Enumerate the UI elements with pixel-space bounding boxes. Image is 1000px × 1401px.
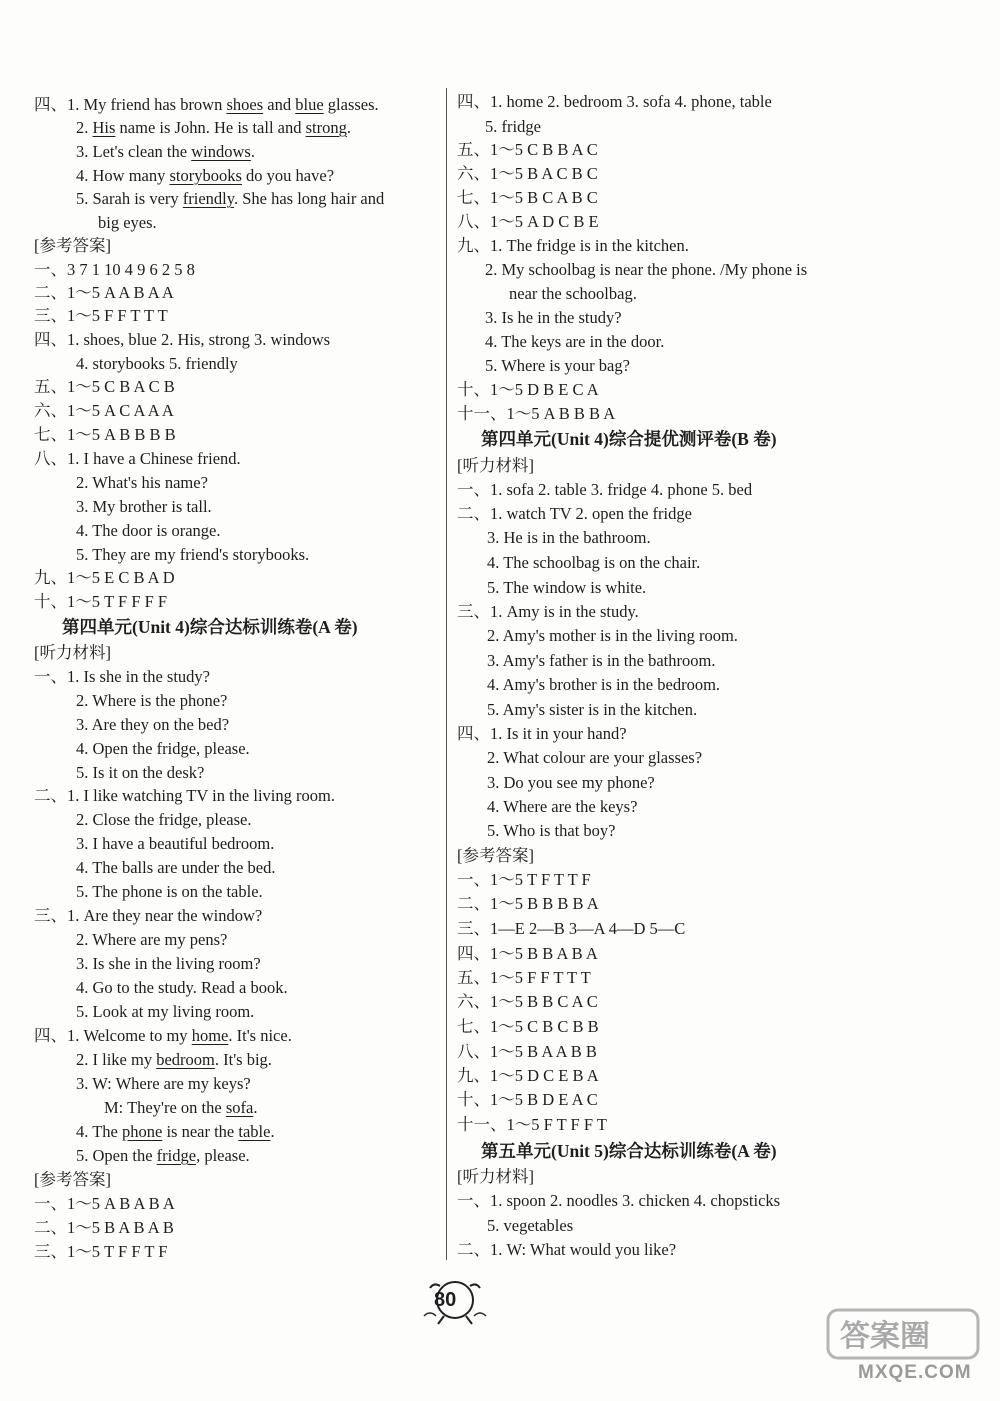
page-number: 80 <box>434 1289 457 1311</box>
answer-line: 九、1. The fridge is in the kitchen. <box>457 236 689 255</box>
answer-line: 十、1～5 T F F F F <box>34 592 168 611</box>
answer-line: 5. fridge <box>485 117 541 136</box>
listening-line: 一、1. spoon 2. noodles 3. chicken 4. chopsticks <box>457 1191 781 1210</box>
listening-fill-line: 四、1. Welcome to my home. It's nice. <box>34 1026 292 1045</box>
answer-line: 十一、1～5 F T F F T <box>457 1115 607 1134</box>
listening-line: 4. Open the fridge, please. <box>76 739 250 758</box>
answer-line: 四、1. home 2. bedroom 3. sofa 4. phone, table <box>457 92 772 111</box>
answer-key-heading: [参考答案] <box>457 846 534 865</box>
answer-line: 八、1～5 B A A B B <box>457 1042 597 1061</box>
section-title-unit4-a: 第四单元(Unit 4)综合达标训练卷(A 卷) <box>62 617 358 637</box>
answer-line: 5. They are my friend's storybooks. <box>76 545 310 564</box>
answer-line: 七、1～5 A B B B B <box>34 425 176 444</box>
answer-key-heading: [参考答案] <box>34 236 111 255</box>
listening-line: 四、1. Is it in your hand? <box>457 724 627 743</box>
answer-line: 七、1～5 B C A B C <box>457 188 598 207</box>
svg-text:答案圈: 答案圈 <box>840 1319 930 1354</box>
fill-line-3: 3. Let's clean the windows. <box>76 142 255 161</box>
listening-line: 4. Where are the keys? <box>487 797 638 816</box>
answer-line: 五、1～5 C B A C B <box>34 377 175 396</box>
answer-line: 六、1～5 B A C B C <box>457 164 598 183</box>
listening-line: 3. Are they on the bed? <box>76 715 230 734</box>
answer-line: 四、1～5 B B A B A <box>457 944 598 963</box>
listening-line: 一、1. Is she in the study? <box>34 667 210 686</box>
answer-key-heading: [参考答案] <box>34 1170 111 1189</box>
listening-line: 5. Who is that boy? <box>487 821 616 840</box>
listening-line: 4. Amy's brother is in the bedroom. <box>487 675 721 694</box>
listening-line: 2. Where are my pens? <box>76 930 228 949</box>
listening-line: 二、1. W: What would you like? <box>457 1240 677 1259</box>
answer-line: 三、1～5 F F T T T <box>34 306 168 325</box>
listening-line: 二、1. watch TV 2. open the fridge <box>457 504 692 523</box>
answer-line: 四、1. shoes, blue 2. His, strong 3. windows <box>34 330 331 349</box>
answer-line: 一、1～5 A B A B A <box>34 1194 175 1213</box>
answer-line: 五、1～5 F F T T T <box>457 968 591 987</box>
listening-line: 5. Look at my living room. <box>76 1002 255 1021</box>
answer-line: 二、1～5 B B B B A <box>457 894 599 913</box>
listening-line: 5. Amy's sister is in the kitchen. <box>487 700 698 719</box>
listening-line: 2. Amy's mother is in the living room. <box>487 626 738 645</box>
listening-line: 4. The balls are under the bed. <box>76 858 276 877</box>
answer-line: 九、1～5 E C B A D <box>34 568 175 587</box>
listening-heading: [听力材料] <box>34 643 111 662</box>
listening-fill-line: 2. I like my bedroom. It's big. <box>76 1050 272 1069</box>
listening-fill-line: 5. Open the fridge, please. <box>76 1146 250 1165</box>
column-divider <box>446 88 447 1260</box>
answer-line: 2. My schoolbag is near the phone. /My phone is <box>485 260 808 279</box>
listening-line: 4. The schoolbag is on the chair. <box>487 553 701 572</box>
listening-line: 5. vegetables <box>487 1216 574 1235</box>
listening-line: 3. Is she in the living room? <box>76 954 261 973</box>
listening-line: 三、1. Are they near the window? <box>34 906 263 925</box>
listening-line: 2. Where is the phone? <box>76 691 228 710</box>
answer-line: 三、1—E 2—B 3—A 4—D 5—C <box>457 919 686 938</box>
fill-line-4: 4. How many storybooks do you have? <box>76 166 335 185</box>
listening-line: 3. Do you see my phone? <box>487 773 655 792</box>
listening-line: 一、1. sofa 2. table 3. fridge 4. phone 5. bed <box>457 480 753 499</box>
listening-line: 2. What colour are your glasses? <box>487 748 703 767</box>
answer-line: 六、1～5 A C A A A <box>34 401 174 420</box>
answer-line: 4. The keys are in the door. <box>485 332 665 351</box>
answer-line: 4. storybooks 5. friendly <box>76 354 238 373</box>
fill-line-5: 5. Sarah is very friendly. She has long hair and <box>76 189 385 208</box>
answer-line: 2. What's his name? <box>76 473 208 492</box>
fill-line-1: 四、1. My friend has brown shoes and blue glasses. <box>34 95 379 114</box>
answer-line: 3. My brother is tall. <box>76 497 212 516</box>
answer-line: 二、1～5 A A B A A <box>34 283 174 302</box>
section-title-unit4-b: 第四单元(Unit 4)综合提优测评卷(B 卷) <box>481 429 777 449</box>
answer-line: 十、1～5 D B E C A <box>457 380 599 399</box>
answer-line: 六、1～5 B B C A C <box>457 992 598 1011</box>
listening-line: 三、1. Amy is in the study. <box>457 602 639 621</box>
section-title-unit5-a: 第五单元(Unit 5)综合达标训练卷(A 卷) <box>481 1141 777 1161</box>
listening-line: 二、1. I like watching TV in the living room. <box>34 786 335 805</box>
answer-line: 七、1～5 C B C B B <box>457 1017 599 1036</box>
listening-line: 3. Amy's father is in the bathroom. <box>487 651 716 670</box>
listening-heading: [听力材料] <box>457 1167 534 1186</box>
answer-line: 5. Where is your bag? <box>485 356 630 375</box>
answer-line: 3. Is he in the study? <box>485 308 622 327</box>
answer-line: 五、1～5 C B B A C <box>457 140 598 159</box>
listening-fill-line: 3. W: Where are my keys? <box>76 1074 251 1093</box>
listening-line: 5. The phone is on the table. <box>76 882 263 901</box>
listening-fill-line: M: They're on the sofa. <box>104 1098 258 1117</box>
answer-line: 一、1～5 T F T T F <box>457 870 591 889</box>
listening-line: 3. He is in the bathroom. <box>487 528 651 547</box>
listening-heading: [听力材料] <box>457 456 534 475</box>
answer-line: near the schoolbag. <box>509 284 637 303</box>
answer-line: 十一、1～5 A B B B A <box>457 404 616 423</box>
listening-line: 2. Close the fridge, please. <box>76 810 252 829</box>
answer-line: 二、1～5 B A B A B <box>34 1218 174 1237</box>
answer-line: 八、1～5 A D C B E <box>457 212 599 231</box>
watermark-text: MXQE.COM <box>858 1362 972 1383</box>
answer-line: 十、1～5 B D E A C <box>457 1090 598 1109</box>
answer-line: 一、3 7 1 10 4 9 6 2 5 8 <box>34 260 195 279</box>
answer-line: 4. The door is orange. <box>76 521 221 540</box>
listening-line: 4. Go to the study. Read a book. <box>76 978 288 997</box>
listening-line: 3. I have a beautiful bedroom. <box>76 834 275 853</box>
answer-line: 九、1～5 D C E B A <box>457 1066 599 1085</box>
listening-line: 5. The window is white. <box>487 578 647 597</box>
answer-line: 八、1. I have a Chinese friend. <box>34 449 241 468</box>
listening-line: 5. Is it on the desk? <box>76 763 205 782</box>
fill-line-6: big eyes. <box>98 213 157 232</box>
fill-line-2: 2. His name is John. He is tall and strong. <box>76 118 351 137</box>
answer-line: 三、1～5 T F F T F <box>34 1242 168 1261</box>
listening-fill-line: 4. The phone is near the table. <box>76 1122 275 1141</box>
